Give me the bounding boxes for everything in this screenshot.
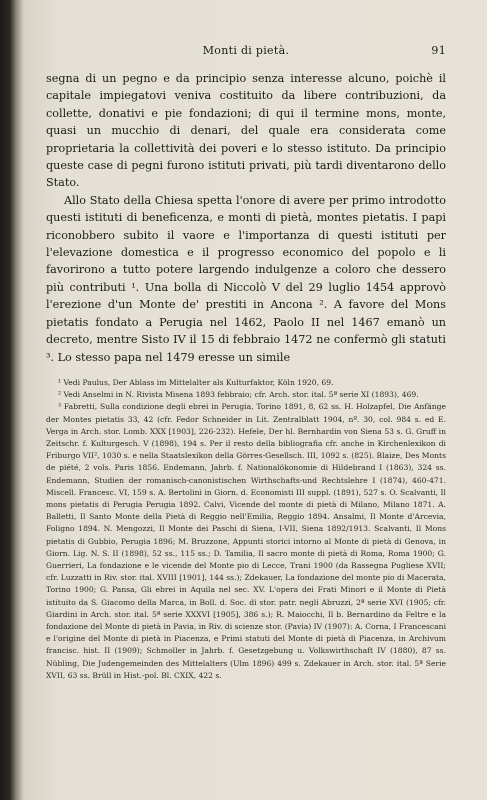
main-text [46, 70, 446, 366]
paragraph-2: Allo Stato della Chiesa spetta l'onore di avere per primo introdotto questi istituti di beneficenza, e monti di pietà, montes pietatis. I papi riconobbero subito il vaore e l'importanza di questi istituti per l'elevazione domestica e il progresso economico del popolo e li favorirono a tutto potere largendo indulgenze a coloro che dessero più contributi ¹. Una bolla di Niccolò V del 29 luglio 1454 approvò l'erezione d'un Monte de' prestiti in Ancona ². A favore del Mons pietatis fondato a Perugia nel 1462, Paolo II nel 1467 emanò un decreto, mentre Sisto IV il 15 di febbraio 1472 ne confermò gli statuti ³. Lo stesso papa nel 1479 eresse un simile [46, 193, 446, 364]
page-number: 91 [431, 44, 446, 57]
book-page [24, 0, 487, 800]
footnote-1: ¹ Vedi Paulus, Der Ablass im Mittelalter als Kulturfaktor, Köln 1920, 69. [58, 378, 334, 387]
footnote-3: ³ Fabretti, Sulla condizione degli ebrei in Perugia, Torino 1891, 8, 62 ss. H. Holzapfel, Die Anfänge der Montes pietatis 33, 42 (cfr. Fedor Schneider in Lit. Zentralblatt 1904, nº. 30, col. 984 s. ed E. Verga in Arch. stor. Lomb. XXX [1903], 226-232). Hefele, Der hl. Bernhardin von Siena 53 s. G. Gruff in Zeitschr. f. Kulturgesch. V (1898), 194 s. Per il resto della bibliografia cfr. anche in Kirchenlexikon di Friburgo VII², 1030 s. e nella Staatslexikon della Görres-Gesellsch. III, 1092 s. (825). Blaize, Des Monts de piété, 2 vols. Paris 1856. Endemann, Jahrb. f. Nationalökonomie di Hildebrand I (1863), 324 ss. Endemann, Studien der romanisch-canonistischen Wirthschafts-und Rechtslehre I (1874), 460-471. Miscell. Francesc. VI, 159 s. A. Bertolini in Giorn. d. Economisti III suppl. (1891), 527 s. O. Scalvanti, Il mons pietatis di Perugia Perugia 1892. Calvi, Vicende del monte di pietà di Milano, Milano 1871. A. Balletti, Il Santo Monte della Pietà di Reggio nell'Emilia, Reggio 1894. Ansalmi, Il Monte d'Arcevia, Foligno 1894. N. Mengozzi, Il Monte dei Paschi di Siena, I-VII, Siena 1892/1913. Scalvanti, Il Mons pietatis di Gubbio, Perugia 1896; M. Bruzzone, Appunti storici intorno al Monte di pietà di Genova, in Giorn. Lig. N. S. II (1898), 52 ss., 115 ss.; D. Tamilia, Il sacro monte di pietà di Roma, Roma 1900; G. Guerrieri, La fondazione e le vicende del Monte pio di Lecce, Trani 1900 (da Rassegna Pugliese XVII; cfr. Luzzatti in Riv. stor. ital. XVIII [1901], 144 ss.); Zdekauer, La fondazione del monte pio di Macerata, Torino 1900; G. Pansa, Gli ebrei in Aquila nel sec. XV. L'opera dei Frati Minori e il Monte di Pietà istituito da S. Giacomo della Marca, in Boll. d. Soc. di stor. patr. negli Abruzzi, 2ª serie XVI (1905; cfr. Giardini in Arch. stor. ital. 5ª serie XXXVI [1905], 386 s.); R. Maiocchi, Il b. Bernardino da Feltre e la fondazione del Monte di pietà in Pavia, in Riv. di scienze stor. (Pavia) IV (1907): A. Corna, I Francescani e l'origine del Monte di pietà in Piacenza, e Primi statuti del Monte di pietà di Piacenza, in Archivum francisc. hist. II (1909); Schmoller in Jahrb. f. Gesetzgebung u. Volkswirthschaft IV (1880), 87 ss. Nübling, Die Judengemeinden des Mittelalters (Ulm 1896) 499 s. Zdekauer in Arch. stor. ital. 5ª Serie XVII, 63 ss. Brüll in Hist.-pol. Bl. CXIX, 422 s. [46, 402, 446, 680]
running-title: Monti di pietà. [202, 44, 290, 57]
running-header [46, 44, 446, 60]
paragraph-1: segna di un pegno e da principio senza interesse alcuno, poichè il capitale impiegatovi veniva costituito da libere contribuzioni, da collette, donativi e pie fondazioni; di qui il termine mons, monte, quasi un mucchio di denari, del quale era considerata come proprietaria la collettività dei poveri e lo stesso istituto. Da principio queste case di pegni furono istituti privati, più tardi diventarono dello Stato. [46, 72, 446, 190]
footnotes [46, 377, 446, 682]
footnote-2: ² Vedi Anselmi in N. Rivista Misena 1893 febbraio; cfr. Arch. stor. ital. 5ª serie XI (1893), 469. [58, 390, 419, 400]
